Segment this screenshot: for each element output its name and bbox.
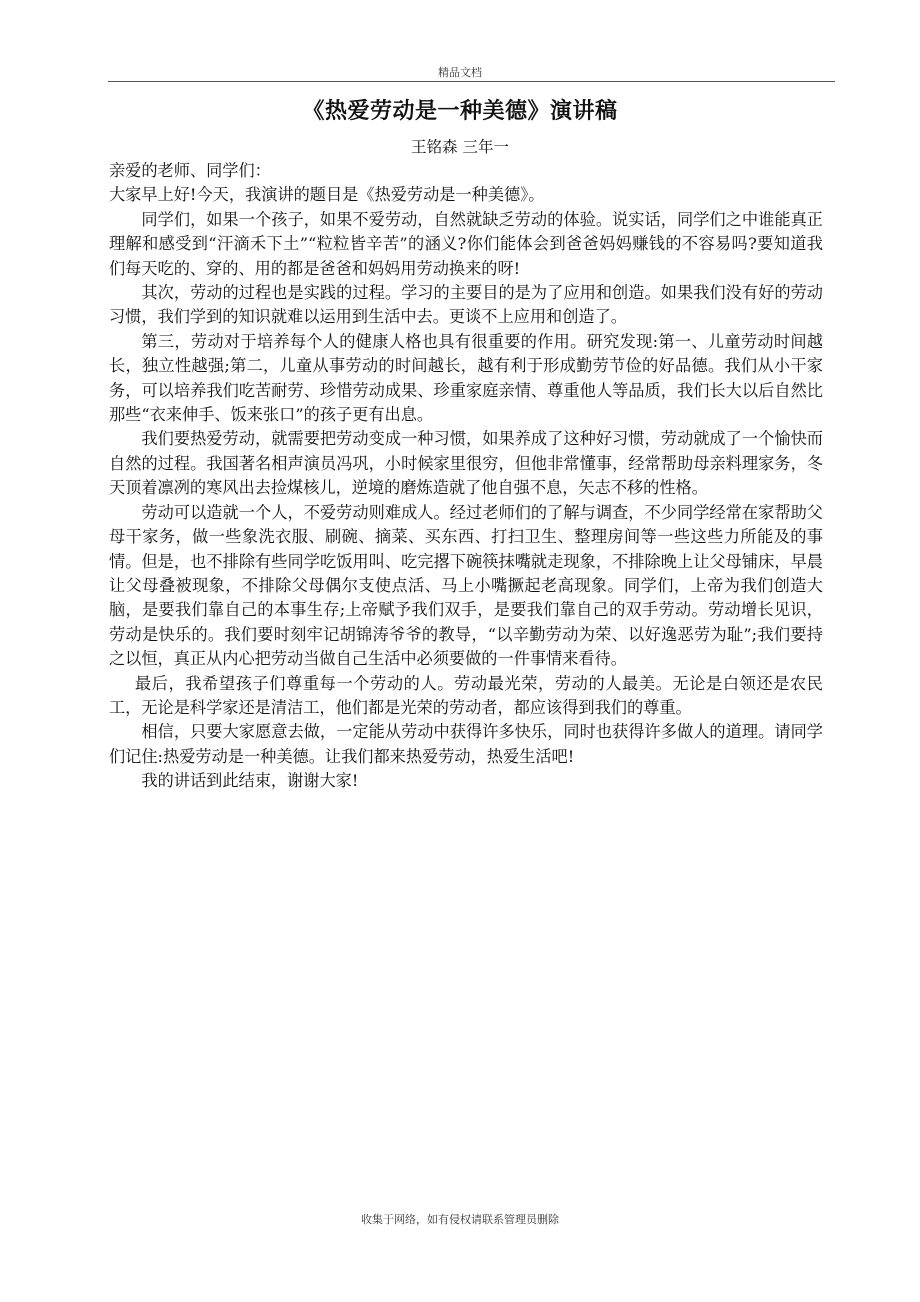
header-divider	[108, 81, 835, 82]
page-header-label: 精品文档	[438, 66, 482, 79]
paragraph-3: 第三，劳动对于培养每个人的健康人格也具有很重要的作用。研究发现:第一、儿童劳动时间越长，独立性越强;第二，儿童从事劳动的时间越长，越有利于形成勤劳节俭的好品德。我们从小干家务，可以培养我们吃苦耐劳、珍惜劳动成果、珍重家庭亲情、尊重他人等品质，我们长大以后自然比那些“衣来伸手、饭来张口”的孩子更有出息。	[109, 331, 823, 425]
page-footer-label: 收集于网络，如有侵权请联系管理员删除	[361, 1213, 559, 1226]
paragraph-1: 同学们，如果一个孩子，如果不爱劳动，自然就缺乏劳动的体验。说实话，同学们之中谁能真正理解和感受到“汗滴禾下土”“粒粒皆辛苦”的涵义?你们能体会到爸爸妈妈赚钱的不容易吗?要知道我们每天吃的、穿的、用的都是爸爸和妈妈用劳动换来的呀!	[109, 209, 823, 278]
document-body	[109, 159, 823, 794]
document-author: 王铭森 三年一	[411, 138, 509, 156]
paragraph-closing: 我的讲话到此结束，谢谢大家!	[141, 771, 359, 791]
paragraph-6: 最后，我希望孩子们尊重每一个劳动的人。劳动最光荣，劳动的人最美。无论是白领还是农民工，无论是科学家还是清洁工，他们都是光荣的劳动者，都应该得到我们的尊重。	[109, 673, 823, 717]
paragraph-greeting: 大家早上好!今天，我演讲的题目是《热爱劳动是一种美德》。	[109, 185, 545, 205]
paragraph-2: 其次，劳动的过程也是实践的过程。学习的主要目的是为了应用和创造。如果我们没有好的劳动习惯，我们学到的知识就难以运用到生活中去。更谈不上应用和创造了。	[109, 283, 823, 327]
paragraph-4: 我们要热爱劳动，就需要把劳动变成一种习惯，如果养成了这种好习惯，劳动就成了一个愉快而自然的过程。我国著名相声演员冯巩，小时候家里很穷，但他非常懂事，经常帮助母亲料理家务，冬天顶着凛冽的寒风出去捡煤核儿，逆境的磨炼造就了他自强不息，矢志不移的性格。	[109, 429, 823, 498]
salutation: 亲爱的老师、同学们：	[109, 161, 271, 180]
paragraph-5: 劳动可以造就一个人，不爱劳动则难成人。经过老师们的了解与调查，不少同学经常在家帮助父母干家务，做一些象洗衣服、刷碗、摘菜、买东西、打扫卫生、整理房间等一些这些力所能及的事情。但是，也不排除有些同学吃饭用叫、吃完撂下碗筷抹嘴就走现象，不排除晚上让父母铺床，早晨让父母叠被现象，不排除父母偶尔支使点活、马上小嘴撅起老高现象。同学们，上帝为我们创造大脑，是要我们靠自己的本事生存;上帝赋予我们双手，是要我们靠自己的双手劳动。劳动增长见识，劳动是快乐的。我们要时刻牢记胡锦涛爷爷的教导，“以辛勤劳动为荣、以好逸恶劳为耻”;我们要持之以恒，真正从内心把劳动当做自己生活中必须要做的一件事情来看待。	[109, 502, 823, 669]
document-title: 《热爱劳动是一种美德》演讲稿	[302, 98, 618, 124]
paragraph-7: 相信，只要大家愿意去做，一定能从劳动中获得许多快乐，同时也获得许多做人的道理。请同学们记住:热爱劳动是一种美德。让我们都来热爱劳动，热爱生活吧!	[109, 722, 823, 766]
